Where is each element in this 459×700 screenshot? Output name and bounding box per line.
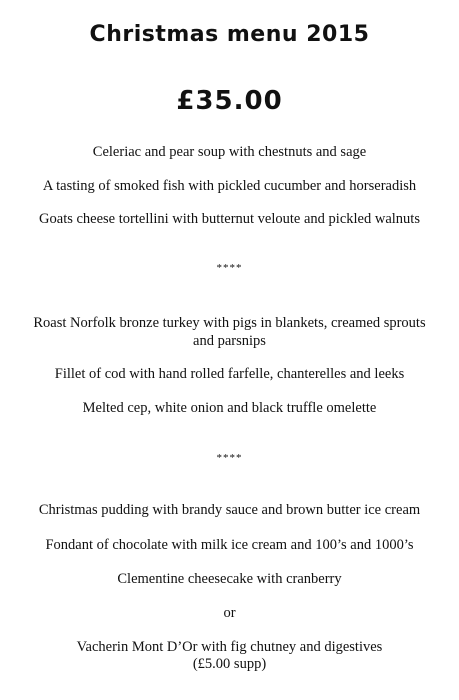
course-separator: **** [216, 452, 243, 464]
dessert-or: or [223, 605, 236, 621]
dessert-supplement: (£5.00 supp) [192, 656, 267, 672]
starter-item: A tasting of smoked fish with pickled cucumber and horseradish [42, 178, 417, 194]
main-item: Fillet of cod with hand rolled farfelle, chanterelles and leeks [54, 366, 405, 382]
dessert-item: Christmas pudding with brandy sauce and brown butter ice cream [38, 502, 421, 518]
main-item: Melted cep, white onion and black truffle omelette [82, 400, 377, 416]
starter-item: Goats cheese tortellini with butternut veloute and pickled walnuts [39, 211, 420, 227]
main-item: Roast Norfolk bronze turkey with pigs in blankets, creamed sprouts [33, 315, 426, 331]
dessert-item: Vacherin Mont D’Or with fig chutney and digestives [76, 639, 383, 655]
menu-title: Christmas menu 2015 [89, 22, 370, 47]
dessert-item: Clementine cheesecake with cranberry [117, 571, 342, 587]
dessert-item: Fondant of chocolate with milk ice cream and 100’s and 1000’s [45, 537, 414, 553]
main-item-continued: and parsnips [193, 333, 266, 349]
course-separator: **** [216, 262, 243, 274]
menu-price: £35.00 [176, 86, 283, 116]
starter-item: Celeriac and pear soup with chestnuts and sage [92, 144, 367, 160]
